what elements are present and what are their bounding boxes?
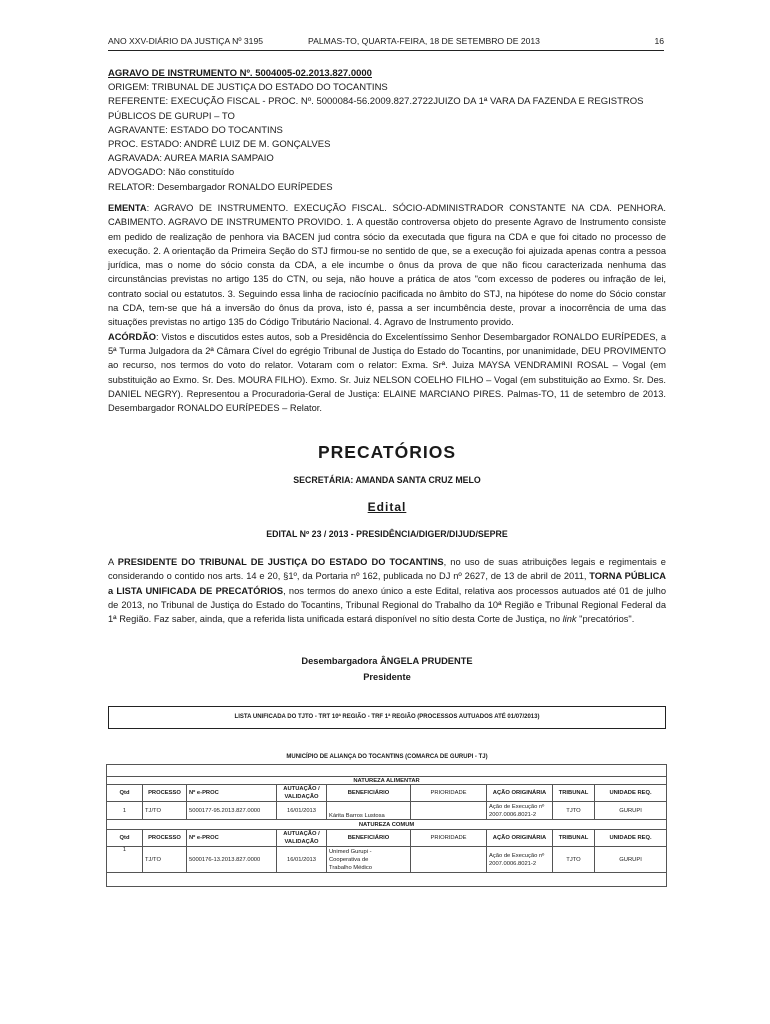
edital-bold-lista: TORNA PÚBLICA a LISTA UNIFICADA DE PRECATÓRIOS bbox=[108, 571, 666, 596]
edital-body bbox=[108, 555, 666, 626]
cell-processo: TJ/TO bbox=[143, 847, 187, 873]
acordao-label: ACÓRDÃO bbox=[108, 331, 157, 342]
edital-bold-president: PRESIDENTE DO TRIBUNAL DE JUSTIÇA DO ESTADO DO TOCANTINS bbox=[117, 557, 444, 567]
cell-tribunal: TJTO bbox=[553, 802, 595, 820]
precatorios-table bbox=[106, 764, 667, 887]
cell-prioridade bbox=[411, 847, 487, 873]
cell-benef-line: Cooperativa de bbox=[329, 856, 369, 863]
cell-unidade: GURUPI bbox=[595, 847, 667, 873]
col-prioridade: PRIORIDADE bbox=[411, 785, 487, 802]
edital-text: , nos termos do anexo único a este Edital, relativa aos processos autuados até 01 de julho de 2013, no Tribunal de Justiça do Estado do Tocantins, Tribunal Regional do Trabalho da 10ª Região e Tribunal Regional Federal da 1ª Região. Faz saber, ainda, que a referida lista unificada estará disponível no sítio desta Corte de Justiça, no bbox=[108, 585, 667, 625]
edital-heading: Edital bbox=[367, 500, 407, 514]
signature-role: Presidente bbox=[363, 672, 411, 682]
journal-date: PALMAS-TO, QUARTA-FEIRA, 18 DE SETEMBRO DE 2013 bbox=[308, 36, 540, 46]
municipio-title: MUNICÍPIO DE ALIANÇA DO TOCANTINS (COMARCA DE GURUPI - TJ) bbox=[286, 754, 488, 760]
col-eproc: Nº e-PROC bbox=[187, 785, 277, 802]
cell-autuacao: 16/01/2013 bbox=[277, 802, 327, 820]
cell-qtd: 1 bbox=[107, 847, 143, 873]
ementa-text: : AGRAVO DE INSTRUMENTO. EXECUÇÃO FISCAL. SÓCIO-ADMINISTRADOR CONSTANTE NA CDA. PENHORA. CABIMENTO. AGRAVO DE INSTRUMENTO PROVIDO. 1. A questão controversa objeto do presente Agravo de Instrumento consiste em pedido de realização de penhora via BACEN jud contra sócio da executada que figura na CDA e que foi citado no processo de execução. 2. A orientação da Primeira Seção do STJ firmou-se no sentido de que, se a execução foi ajuizada apenas contra a pessoa jurídica, mas o nome do sócio consta da CDA, a ele incumbe o ônus da prova de que não ficou caracterizada nenhuma das circunstâncias previstas no artigo 135 do CTN, ou seja, não houve a prática de atos "com excesso de poderes ou infração de lei, contrato social ou estatutos. 3. Seguindo essa linha de raciocínio pacificada no âmbito do STJ, na hipótese do nome do Sócio constar na CDA, tem-se que há a inversão do ônus da prova, isto é, passa a ser incumbência deste, provar a inocorrência de uma das situações previstas no artigo 135 do Código Tributário Nacional. 4. Agravo de Instrumento provido. bbox=[108, 203, 666, 328]
col-processo: PROCESSO bbox=[143, 830, 187, 847]
signature-name: Desembargadora ÂNGELA PRUDENTE bbox=[301, 656, 473, 666]
cell-unidade: GURUPI bbox=[595, 802, 667, 820]
agravo-agravada: AGRAVADA: AUREA MARIA SAMPAIO bbox=[108, 153, 274, 165]
col-qtd: Qtd bbox=[107, 785, 143, 802]
cell-eproc: 5000177-95.2013.827.0000 bbox=[187, 802, 277, 820]
col-qtd: Qtd bbox=[107, 830, 143, 847]
col-processo: PROCESSO bbox=[143, 785, 187, 802]
agravo-relator: RELATOR: Desembargador RONALDO EURÍPEDES bbox=[108, 181, 333, 193]
ementa-label: EMENTA bbox=[108, 203, 147, 213]
agravo-proc-estado: PROC. ESTADO: ANDRÉ LUIZ DE M. GONÇALVES bbox=[108, 139, 331, 151]
ementa-block bbox=[108, 201, 666, 415]
cell-tribunal: TJTO bbox=[553, 847, 595, 873]
edital-text: , no uso de suas atribuições legais e regimentais e considerando o contido nos arts. 14 e 20, §1º, da Portaria nº 162, publicada no DJ nº 2627, de 13 de abril de 2011, bbox=[108, 557, 666, 582]
col-eproc: Nº e-PROC bbox=[187, 830, 277, 847]
page-header bbox=[108, 36, 664, 51]
agravo-agravante: AGRAVANTE: ESTADO DO TOCANTINS bbox=[108, 124, 283, 136]
edital-text: "precatórios". bbox=[576, 614, 635, 625]
col-beneficiario: BENEFICIÁRIO bbox=[327, 785, 411, 802]
agravo-origem: ORIGEM: TRIBUNAL DE JUSTIÇA DO ESTADO DO TOCANTINS bbox=[108, 82, 388, 94]
cell-eproc: 5000176-13.2013.827.0000 bbox=[187, 847, 277, 873]
table-row bbox=[107, 802, 667, 820]
page-number: 16 bbox=[654, 36, 664, 46]
cell-beneficiario: Kárita Barros Lustosa bbox=[327, 802, 411, 820]
col-prioridade: PRIORIDADE bbox=[411, 830, 487, 847]
cell-acao-line: 2007.0006.8021-2 bbox=[489, 860, 537, 867]
agravo-referente-cont: PÚBLICOS DE GURUPI – TO bbox=[108, 110, 235, 122]
edital-text: A bbox=[108, 557, 118, 567]
secretaria: SECRETÁRIA: AMANDA SANTA CRUZ MELO bbox=[293, 475, 481, 485]
cell-benef-line: Trabalho Médico bbox=[329, 864, 372, 871]
table-row bbox=[107, 847, 667, 873]
lista-title-box: LISTA UNIFICADA DO TJTO - TRT 10ª REGIÃO - TRF 1ª REGIÃO (PROCESSOS AUTUADOS ATÉ 01/07/2013) bbox=[108, 706, 666, 729]
col-unidade: UNIDADE REQ. bbox=[595, 830, 667, 847]
col-acao: AÇÃO ORIGINÁRIA bbox=[487, 830, 553, 847]
cell-acao-line: Ação de Execução nº bbox=[489, 803, 545, 810]
col-acao: AÇÃO ORIGINÁRIA bbox=[487, 785, 553, 802]
col-autuacao: AUTUAÇÃO / VALIDAÇÃO bbox=[277, 785, 327, 802]
cell-qtd: 1 bbox=[107, 802, 143, 820]
cell-acao-line: Ação de Execução nº bbox=[489, 852, 545, 859]
col-tribunal: TRIBUNAL bbox=[553, 785, 595, 802]
journal-edition: ANO XXV-DIÁRIO DA JUSTIÇA Nº 3195 bbox=[108, 36, 264, 46]
cell-beneficiario bbox=[327, 847, 411, 873]
acordao-text: : Vistos e discutidos estes autos, sob a Presidência do Excelentíssimo Senhor Desembargador RONALDO EURÍPEDES, a 5ª Turma Julgadora da 2ª Câmara Cível do egrégio Tribunal de Justiça do Estado do Tocantins, por unanimidade, DEU PROVIMENTO ao recurso, nos termos do voto do relator. Votaram com o relator: Exma. Srª. Juiza MAYSA VENDRAMINI ROSAL – Vogal (em substituição ao Exmo. Sr. Des. MOURA FILHO). Exmo. Sr. Juiz NELSON COELHO FILHO – Vogal (em substituição ao Exmo. Sr. Des. DANIEL NEGRY). Representou a Procuradoria-Geral de Justiça: ELAINE MARCIANO PIRES. Palmas-TO, 11 de setembro de 2013. Desembargador RONALDO EURÍPEDES – Relator. bbox=[108, 331, 666, 414]
col-autuacao: AUTUAÇÃO / VALIDAÇÃO bbox=[277, 830, 327, 847]
cell-acao-line: 2007.0006.8021-2 bbox=[489, 811, 537, 818]
natureza-alimentar-header: NATUREZA ALIMENTAR bbox=[107, 777, 667, 785]
col-unidade: UNIDADE REQ. bbox=[595, 785, 667, 802]
col-beneficiario: BENEFICIÁRIO bbox=[327, 830, 411, 847]
cell-acao bbox=[487, 847, 553, 873]
agravo-referente: REFERENTE: EXECUÇÃO FISCAL - PROC. Nº. 5000084-56.2009.827.2722JUIZO DA 1ª VARA DA FAZENDA E REGISTROS bbox=[108, 96, 644, 108]
acordao-paragraph bbox=[108, 330, 666, 416]
natureza-comum-header: NATUREZA COMUM bbox=[107, 820, 667, 830]
cell-benef-line: Unimed Gurupi - bbox=[329, 848, 372, 855]
cell-processo: TJ/TO bbox=[143, 802, 187, 820]
cell-prioridade bbox=[411, 802, 487, 820]
ementa-paragraph bbox=[108, 201, 666, 330]
col-tribunal: TRIBUNAL bbox=[553, 830, 595, 847]
agravo-advogado: ADVOGADO: Não constituído bbox=[108, 167, 235, 179]
cell-acao bbox=[487, 802, 553, 820]
agravo-title: AGRAVO DE INSTRUMENTO Nº. 5004005-02.2013.827.0000 bbox=[108, 68, 372, 79]
edital-link-word: link bbox=[562, 614, 577, 625]
section-title: PRECATÓRIOS bbox=[317, 442, 457, 462]
agravo-block bbox=[108, 67, 666, 195]
edital-number: EDITAL Nº 23 / 2013 - PRESIDÊNCIA/DIGER/DIJUD/SEPRE bbox=[266, 529, 508, 539]
cell-autuacao: 16/01/2013 bbox=[277, 847, 327, 873]
